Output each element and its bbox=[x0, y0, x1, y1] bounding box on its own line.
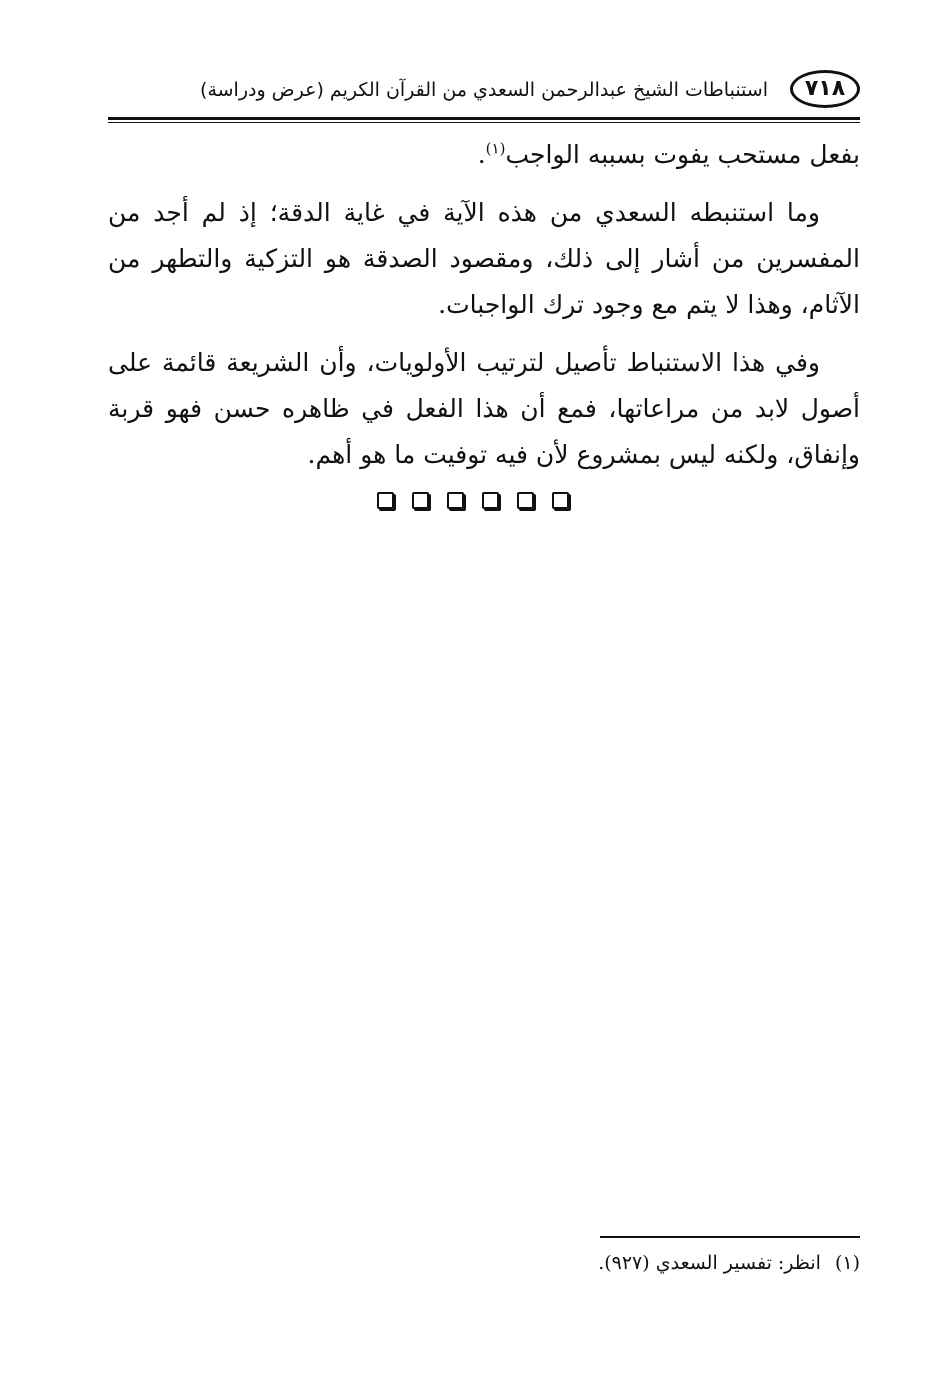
running-title: استنباطات الشيخ عبدالرحمن السعدي من القرآن الكريم (عرض ودراسة) bbox=[200, 79, 768, 101]
footnote-reference: (١) bbox=[485, 139, 506, 158]
body-text bbox=[108, 132, 860, 490]
footnote-text: انظر: تفسير السعدي (٩٢٧). bbox=[598, 1252, 821, 1274]
section-separator bbox=[0, 492, 946, 509]
footnote-rule bbox=[600, 1236, 860, 1238]
paragraph: وما استنبطه السعدي من هذه الآية في غاية الدقة؛ إذ لم أجد من المفسرين من أشار إلى ذلك، ومقصود الصدقة هو التزكية والتطهر من الآثام، وهذا لا يتم مع وجود ترك الواجبات. bbox=[108, 198, 860, 319]
paragraph: وفي هذا الاستنباط تأصيل لترتيب الأولويات، وأن الشريعة قائمة على أصول لابد من مراعاتها، فمع أن هذا الفعل في ظاهره حسن فهو قربة وإنفاق، ولكنه ليس بمشروع لأن فيه توفيت ما هو أهم. bbox=[108, 348, 860, 469]
separator-box bbox=[447, 492, 464, 509]
header-rule-thick bbox=[108, 117, 860, 120]
page-number: ٧١٨ bbox=[804, 76, 846, 101]
page-number-badge bbox=[790, 70, 860, 108]
paragraph-tail: . bbox=[477, 140, 486, 169]
separator-box bbox=[517, 492, 534, 509]
paragraph-continuation bbox=[108, 132, 860, 178]
page-header bbox=[108, 68, 860, 114]
separator-box bbox=[412, 492, 429, 509]
separator-box bbox=[377, 492, 394, 509]
separator-box bbox=[552, 492, 569, 509]
footnote-number: (١) bbox=[834, 1252, 860, 1274]
separator-box bbox=[482, 492, 499, 509]
paragraph-text: بفعل مستحب يفوت بسببه الواجب bbox=[505, 140, 860, 169]
footnote bbox=[108, 1249, 860, 1277]
header-rule-thin bbox=[108, 122, 860, 123]
